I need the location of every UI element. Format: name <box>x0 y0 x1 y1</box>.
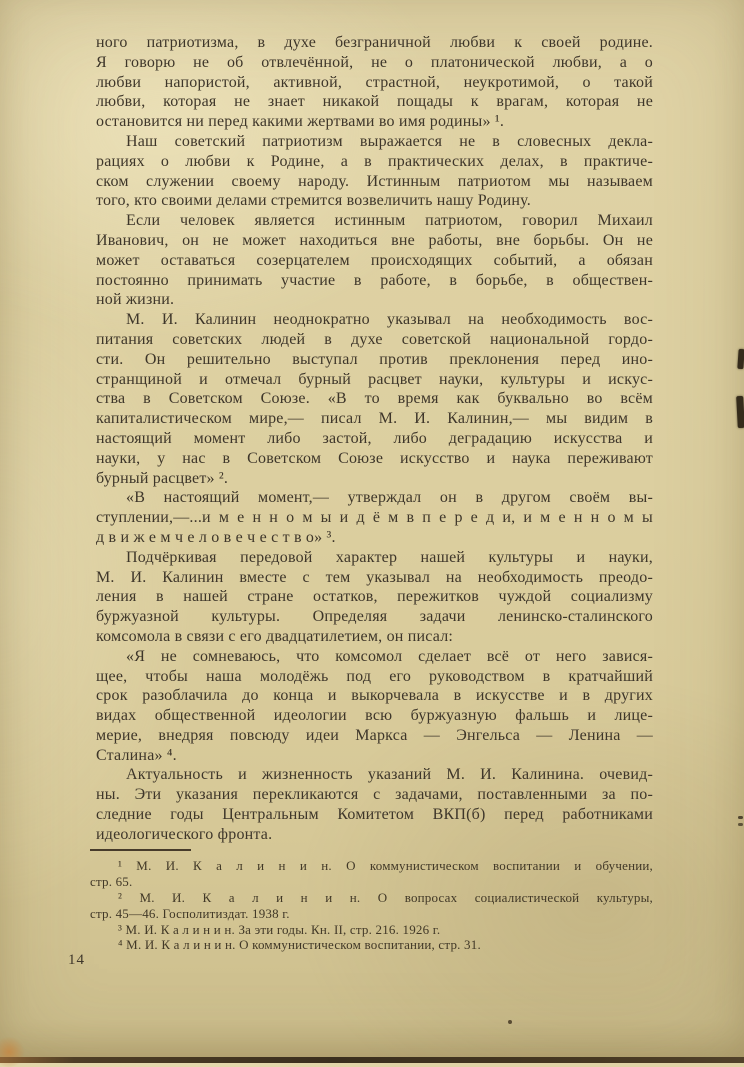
text-block <box>96 33 653 845</box>
text-line: ² М. И. К а л и н и н. О вопросах социалистической культуры, <box>118 889 653 905</box>
text-line: ¹ М. И. К а л и н и н. О коммунистическом воспитании и обучении, <box>118 858 653 873</box>
text-line: буржуазной культуры. Определяя задачи ленинско-сталинского <box>96 608 653 626</box>
page-bottom-edge <box>0 1057 744 1063</box>
footnotes-block <box>90 858 653 953</box>
text-line: ском служении своему народу. Истинным патриотом мы называем <box>96 172 653 190</box>
text-line: Если человек является истинным патриотом, говорил Михаил <box>126 212 653 230</box>
text-line: следние годы Центральным Комитетом ВКП(б) перед работниками <box>96 806 653 824</box>
paragraph <box>96 211 653 310</box>
text-line: щее, чтобы наша молодёжь под его руководством в кратчайший <box>96 667 653 685</box>
footnote-separator <box>90 849 191 851</box>
paragraph <box>96 132 653 211</box>
text-line: науки, у нас в Советском Союзе искусство и наука переживают <box>96 449 653 467</box>
page-number: 14 <box>68 952 85 968</box>
text-line: стр. 45—46. Госполитиздат. 1938 г. <box>90 905 290 921</box>
paragraph <box>96 765 653 844</box>
text-line: «Я не сомневаюсь, что комсомол сделает всё от него завися- <box>126 647 653 665</box>
text-line: Подчёркивая передовой характер нашей культуры и науки, <box>126 548 653 566</box>
text-line: питания советских людей в духе советской национальной гордо- <box>96 330 653 348</box>
text-line: рациях о любви к Родине, а в практических делах, в практиче- <box>96 152 653 170</box>
text-line: М. И. Калинин неоднократно указывал на необходимость вос- <box>126 311 653 329</box>
text-line: ступлении,—...и м е н н о м ы и д ё м в п е р е д и, и м е н н о м ы <box>96 509 653 527</box>
paragraph <box>96 488 653 547</box>
paragraph <box>96 310 653 488</box>
text-line: срок разоблачила до конца и выкорчевала в искусстве и в других <box>96 687 653 705</box>
text-line: мерие, внедряя повсюду идеи Маркса — Энгельса — Ленина — <box>96 726 653 744</box>
text-line: ³ М. И. К а л и н и н. За эти годы. Кн. II, стр. 216. 1926 г. <box>118 921 441 937</box>
footnote <box>90 922 653 938</box>
text-line: ства в Советском Союзе. «В то время как буквально во всём <box>96 390 653 408</box>
text-line: Я говорю не об отвлечённой, не о платонической любви, а о <box>96 53 653 71</box>
text-line: бурный расцвет» ². <box>96 469 229 487</box>
text-line: ны. Эти указания перекликаются с задачами, поставленными за по- <box>96 786 653 804</box>
text-line: комсомола в связи с его двадцатилетием, он писал: <box>96 627 454 645</box>
paragraph <box>96 647 653 766</box>
text-line: капиталистическом мире,— писал М. И. Калинин,— мы видим в <box>96 410 653 428</box>
text-line: ления в нашей стране остатков, пережитков чуждой социализму <box>96 588 653 606</box>
scan-artifact-right-edge <box>737 349 744 369</box>
text-line: того, кто своими делами стремится возвеличить нашу Родину. <box>96 192 531 210</box>
text-line: сти. Он решительно выступал против преклонения перед ино- <box>96 350 653 368</box>
text-line: постоянно принимать участие в работе, в борьбе, в обществен- <box>96 271 653 289</box>
footnote <box>90 858 653 890</box>
text-line: настоящий момент либо застой, либо деградацию искусства и <box>96 429 653 447</box>
scan-speck <box>508 1020 512 1024</box>
paragraph <box>96 548 653 647</box>
scan-artifact-right-edge <box>736 396 744 428</box>
footnote <box>90 937 653 953</box>
text-line: любви, которая не знает никакой пощады к врагам, которая не <box>96 93 653 111</box>
text-line: видах общественной идеологии всю буржуазную фальшь и лице- <box>96 707 653 725</box>
paragraph <box>96 33 653 132</box>
text-line: ного патриотизма, в духе безграничной любви к своей родине. <box>96 34 653 51</box>
text-line: остановится ни перед какими жертвами во имя родины» ¹. <box>96 113 505 131</box>
footnote <box>90 890 653 922</box>
scan-artifact-right-edge <box>738 816 743 819</box>
text-line: Сталина» ⁴. <box>96 746 177 764</box>
text-line: странщиной и отмечал бурный расцвет науки, культуры и искус- <box>96 370 653 388</box>
text-line: стр. 65. <box>90 873 133 889</box>
text-line: ⁴ М. И. К а л и н и н. О коммунистическом воспитании, стр. 31. <box>118 937 481 953</box>
text-line: может оставаться созерцателем происходящих событий, а обязан <box>96 251 653 269</box>
text-line: д в и ж е м ч е л о в е ч е с т в о» ³. <box>96 528 336 546</box>
text-line: Актуальность и жизненность указаний М. И. Калинина. очевид- <box>126 766 653 784</box>
text-line: Наш советский патриотизм выражается не в словесных декла- <box>126 132 653 150</box>
text-line: Иванович, он не может находиться вне работы, вне борьбы. Он не <box>96 231 653 249</box>
text-line: любви напористой, активной, страстной, неукротимой, о такой <box>96 73 653 91</box>
text-line: ной жизни. <box>96 291 175 309</box>
scan-artifact-right-edge <box>738 823 743 826</box>
text-line: «В настоящий момент,— утверждал он в другом своём вы- <box>126 489 653 507</box>
text-line: М. И. Калинин вместе с тем указывал на необходимость преодо- <box>96 568 653 586</box>
text-line: идеологического фронта. <box>96 825 273 843</box>
